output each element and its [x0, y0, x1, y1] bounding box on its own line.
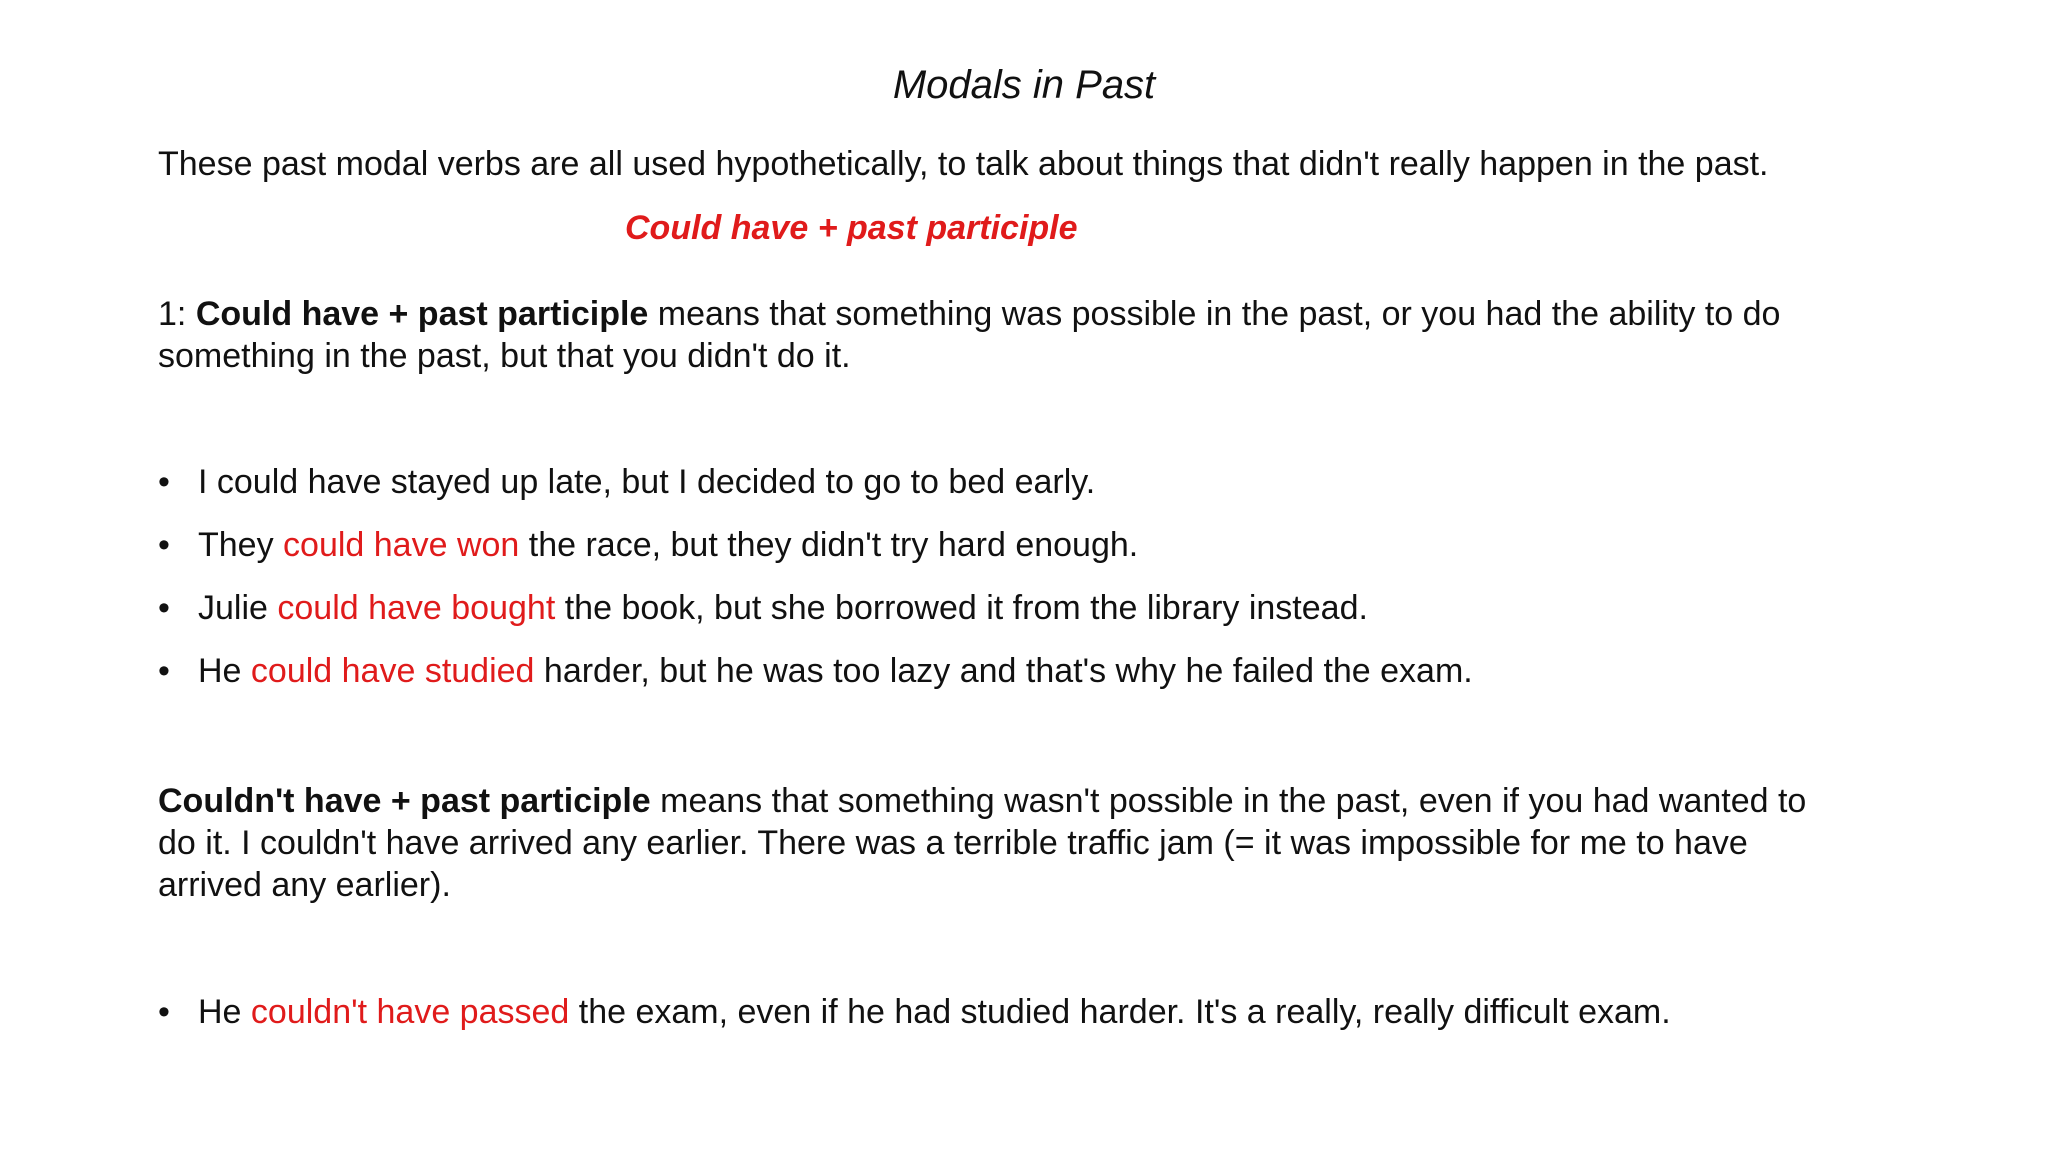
explanation-line2: do it. I couldn't have arrived any earlier. There was a terrible traffic jam (= it was impossible for me to have: [158, 824, 1748, 862]
example-after: the exam, even if he had studied harder. It's a really, really difficult exam.: [569, 993, 1671, 1031]
explanation-line1: means that something wasn't possible in the past, even if you had wanted to: [650, 782, 1807, 820]
example-after: harder, but he was too lazy and that's why he failed the exam.: [534, 652, 1473, 690]
bullet-icon: •: [158, 993, 170, 1031]
explanation-line1: means that something was possible in the past, or you had the ability to do: [648, 295, 1781, 333]
list-item: [158, 524, 1473, 566]
bullet-icon: •: [158, 526, 170, 564]
could-have-examples: [158, 461, 1473, 713]
list-item: [158, 461, 1473, 503]
example-after: the book, but she borrowed it from the library instead.: [555, 589, 1368, 627]
example-after: the race, but they didn't try hard enough.: [519, 526, 1139, 564]
couldnt-have-term: Couldn't have + past participle: [158, 782, 651, 820]
list-item: [158, 991, 1671, 1033]
example-highlight: could have studied: [250, 652, 535, 690]
list-item: [158, 650, 1473, 692]
intro-text: These past modal verbs are all used hypothetically, to talk about things that didn't really happen in the past.: [158, 145, 1769, 183]
slide-title: Modals in Past: [892, 63, 1156, 107]
list-item: [158, 587, 1473, 629]
explanation-line2: something in the past, but that you didn't do it.: [158, 337, 851, 375]
couldnt-have-explanation: [158, 780, 1878, 906]
bullet-icon: •: [158, 463, 170, 501]
example-before: I could have stayed up late, but I decided to go to bed early.: [198, 463, 1096, 501]
could-have-explanation: [158, 293, 1878, 377]
example-before: He: [198, 652, 251, 690]
couldnt-have-examples: [158, 991, 1671, 1054]
example-highlight: could have won: [283, 526, 520, 564]
section-subheading: Could have + past participle: [625, 209, 1078, 247]
bullet-icon: •: [158, 589, 170, 627]
example-before: Julie: [198, 589, 278, 627]
could-have-term: Could have + past participle: [195, 295, 649, 333]
explanation-line3: arrived any earlier).: [158, 866, 451, 904]
example-highlight: could have bought: [277, 589, 556, 627]
example-before: They: [198, 526, 284, 564]
section-number: 1:: [158, 295, 196, 333]
example-highlight: couldn't have passed: [250, 993, 570, 1031]
example-before: He: [198, 993, 251, 1031]
bullet-icon: •: [158, 652, 170, 690]
